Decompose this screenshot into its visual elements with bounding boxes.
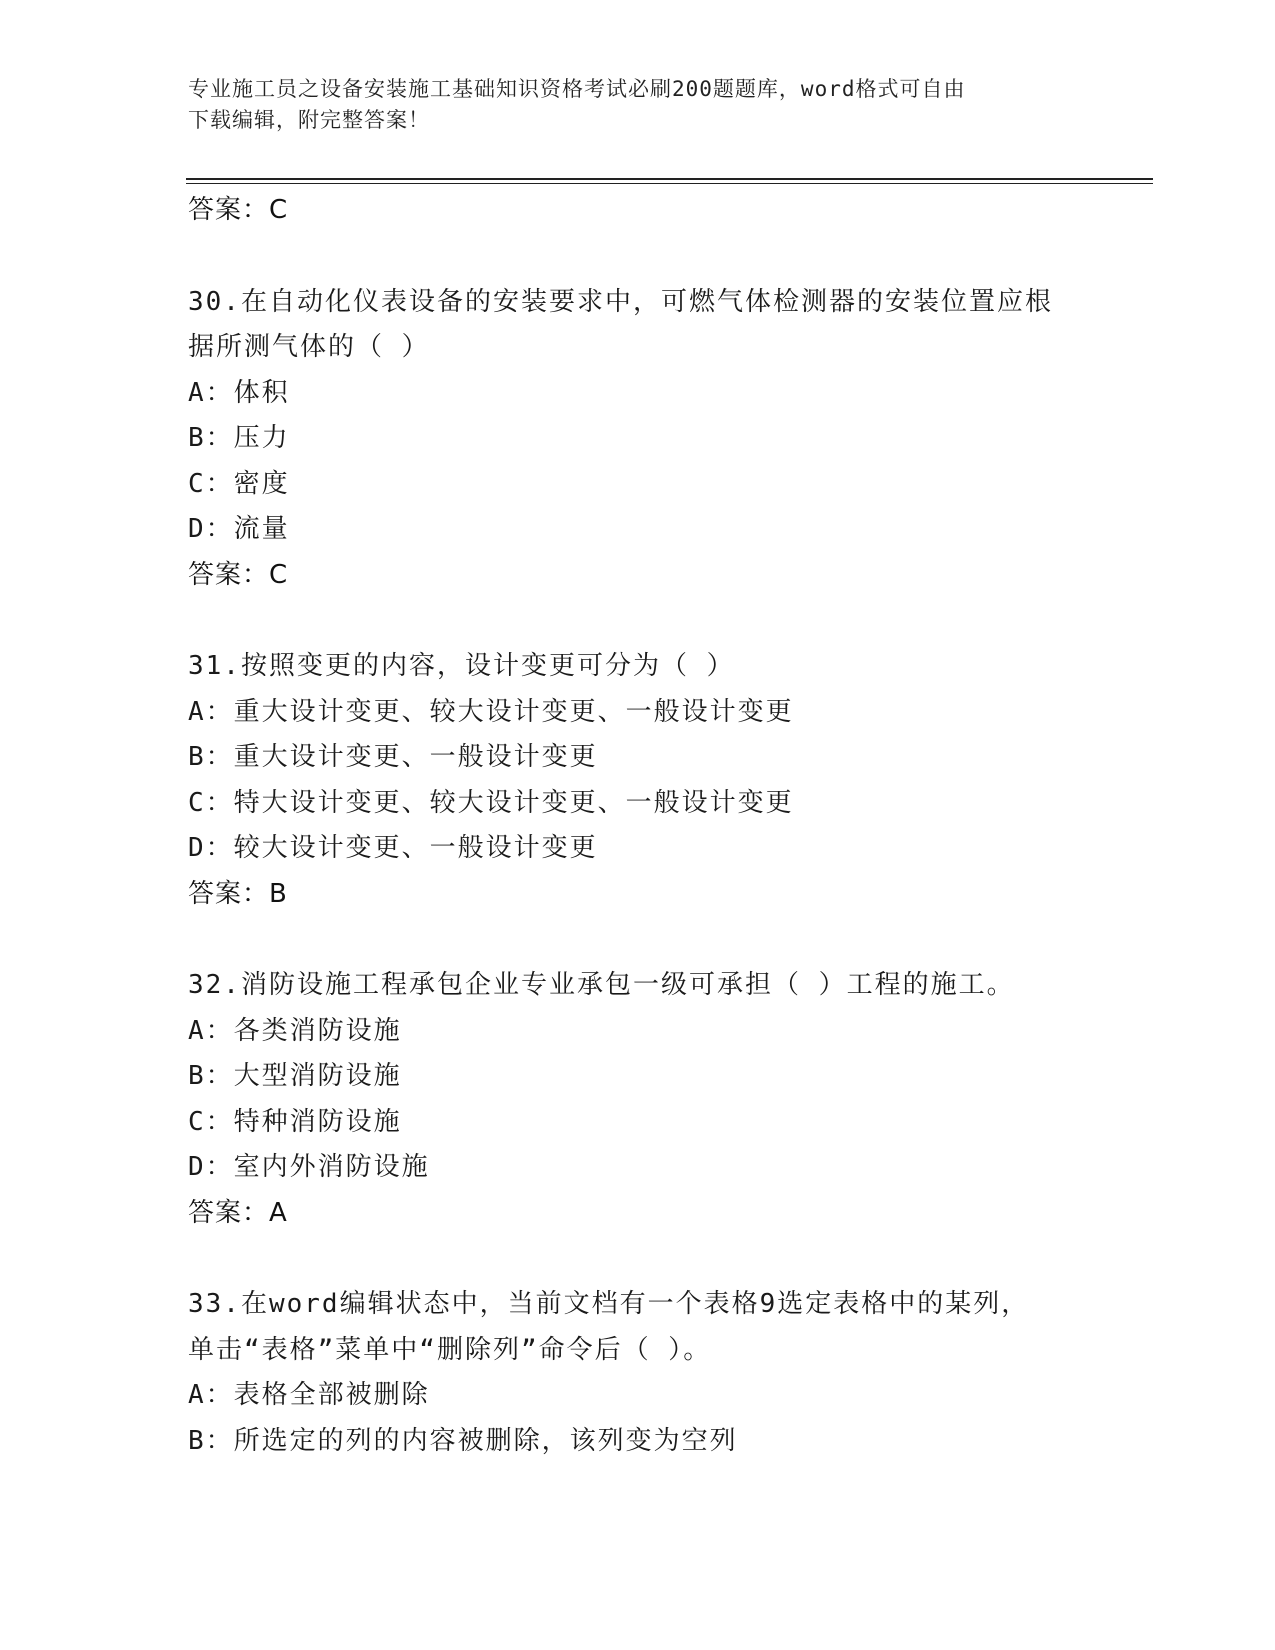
question-stem-line: 据所测气体的（ ）	[188, 332, 430, 362]
question-stem-line: 33.在word编辑状态中，当前文档有一个表格9选定表格中的某列，	[188, 1289, 1030, 1319]
option-d: D：流量	[188, 514, 290, 544]
header-title-line-2: 下载编辑，附完整答案！	[188, 108, 430, 132]
option-b: B：重大设计变更、一般设计变更	[188, 742, 598, 772]
answer-line: 答案：A	[188, 1197, 288, 1228]
question-33	[188, 1282, 1148, 1464]
header-divider-thick	[186, 178, 1153, 180]
spacer	[188, 598, 1148, 644]
question-stem-line: 30.在自动化仪表设备的安装要求中，可燃气体检测器的安装位置应根	[188, 286, 1053, 317]
header-divider-thin	[186, 183, 1153, 184]
option-a: A：重大设计变更、较大设计变更、一般设计变更	[188, 696, 794, 727]
header-title-line-1: 专业施工员之设备安装施工基础知识资格考试必刷200题题库，word格式可自由	[188, 77, 966, 101]
question-stem-line: 31.按照变更的内容，设计变更可分为（ ）	[188, 651, 735, 681]
answer-line: 答案：B	[188, 878, 288, 909]
option-d: D：室内外消防设施	[188, 1152, 430, 1182]
question-stem-line: 32.消防设施工程承包企业专业承包一级可承担（ ）工程的施工。	[188, 970, 1015, 1000]
option-b: B：大型消防设施	[188, 1061, 402, 1091]
option-c: C：特大设计变更、较大设计变更、一般设计变更	[188, 787, 794, 818]
option-a: A：体积	[188, 377, 290, 408]
option-b: B：所选定的列的内容被删除，该列变为空列	[188, 1425, 738, 1456]
previous-answer: 答案：C	[188, 195, 289, 225]
option-a: A：表格全部被删除	[188, 1380, 430, 1410]
question-32	[188, 963, 1148, 1236]
question-stem-line: 单击“表格”菜单中“删除列”命令后（ ）。	[188, 1334, 712, 1365]
option-b: B：压力	[188, 423, 290, 453]
option-c: C：特种消防设施	[188, 1106, 402, 1137]
page-header	[188, 74, 1068, 136]
question-31	[188, 644, 1148, 917]
spacer	[188, 234, 1148, 280]
spacer	[188, 917, 1148, 963]
answer-line: 答案：C	[188, 559, 289, 590]
spacer	[188, 1236, 1148, 1282]
question-30	[188, 280, 1148, 599]
option-d: D：较大设计变更、一般设计变更	[188, 833, 598, 863]
option-a: A：各类消防设施	[188, 1015, 402, 1046]
option-c: C：密度	[188, 468, 290, 499]
question-list	[188, 188, 1148, 1464]
